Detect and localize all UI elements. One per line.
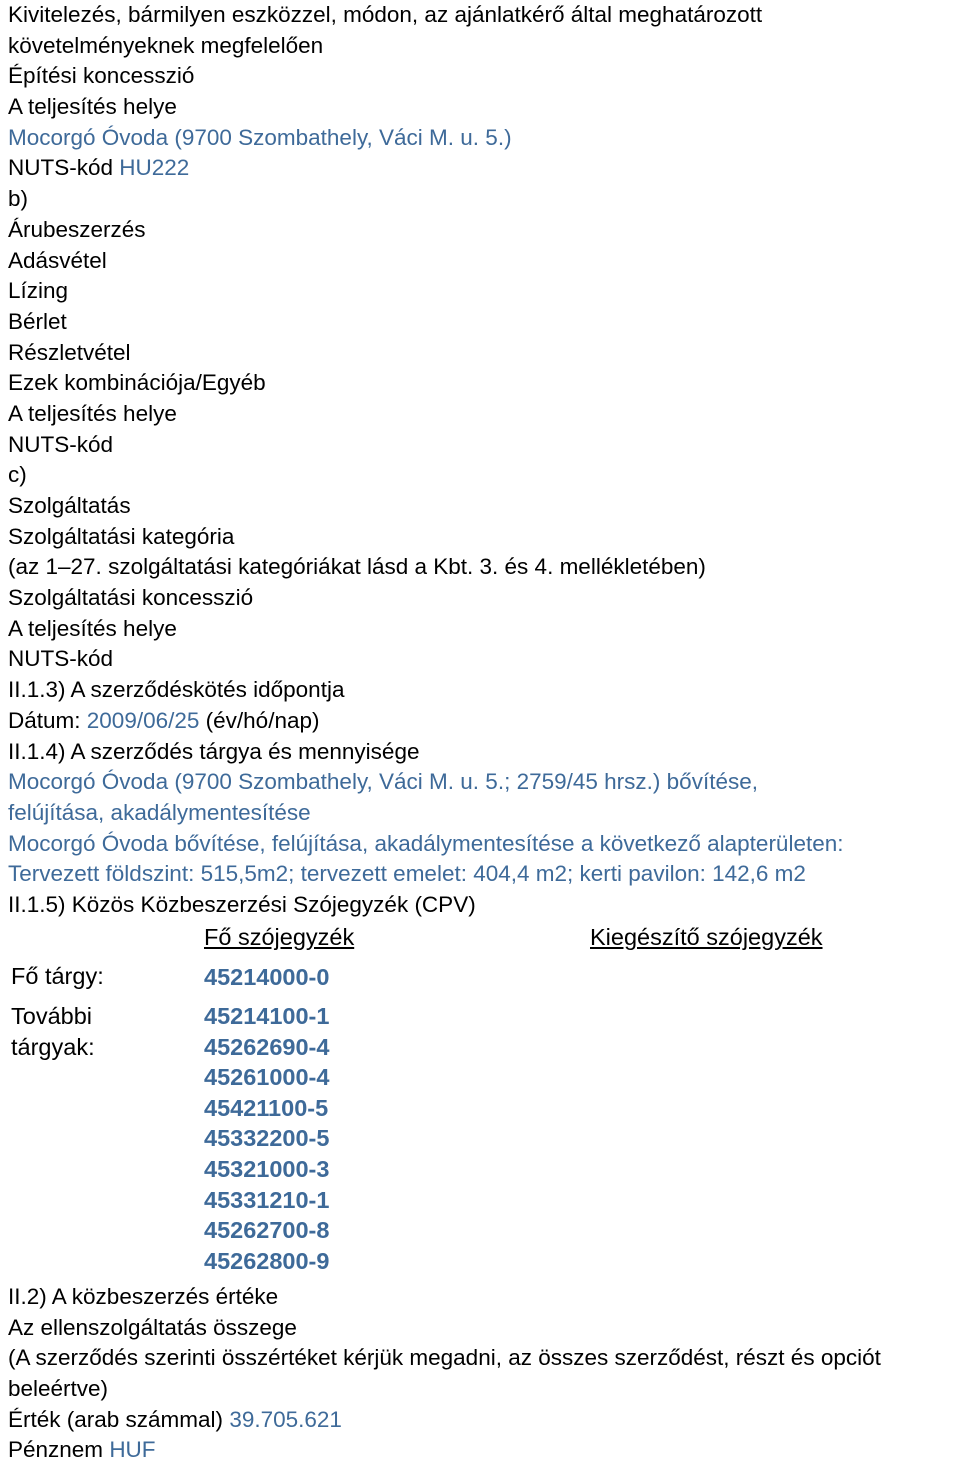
line-text: c) — [8, 462, 27, 488]
line-text: Adásvétel — [8, 247, 107, 273]
amount-value: 39.705.621 — [229, 1406, 342, 1432]
line-text: II.1.5) Közös Közbeszerzési Szójegyzék (CPV) — [8, 891, 476, 917]
line-text: b) — [8, 186, 29, 212]
line-text: Kivitelezés, bármilyen eszközzel, módon, az ajánlatkérő által meghatározott — [8, 2, 763, 27]
line-text: II.2) A közbeszerzés értéke — [8, 1284, 279, 1309]
currency-label: Pénznem — [8, 1437, 110, 1463]
text-line — [8, 430, 958, 461]
text-line — [8, 552, 958, 583]
amount-label: Érték (arab számmal) — [8, 1406, 230, 1432]
line-text: NUTS-kód — [8, 431, 114, 457]
section-heading — [8, 1282, 958, 1313]
text-line — [8, 399, 958, 430]
cpv-code: 45262700-8 — [204, 1217, 330, 1244]
nuts-label: NUTS-kód — [8, 155, 120, 181]
value-note — [8, 1343, 943, 1404]
cpv-code: 45262800-9 — [204, 1247, 330, 1274]
nuts-code-line — [8, 153, 958, 184]
main-object-label: Fő tárgy: — [11, 963, 104, 989]
cpv-code: 45214100-1 — [204, 1003, 330, 1029]
text-line — [8, 0, 958, 31]
line-text: felújítása, akadálymentesítése — [8, 799, 311, 825]
text-line — [8, 31, 958, 62]
performance-location — [8, 123, 958, 154]
currency-line — [8, 1435, 958, 1466]
document-body-top — [8, 0, 958, 921]
text-line — [8, 644, 958, 675]
line-text: (az 1–27. szolgáltatási kategóriákat lásd a Kbt. 3. és 4. mellékletében) — [8, 554, 706, 580]
cpv-code: 45262690-4 — [204, 1033, 330, 1060]
line-text: Szolgáltatási koncesszió — [8, 585, 254, 611]
cpv-code: 45332200-5 — [204, 1125, 330, 1152]
text-line — [8, 460, 958, 491]
line-text: Ezek kombinációja/Egyéb — [8, 370, 266, 396]
line-text: (A szerződés szerinti összértéket kérjük megadni, az összes szerződést, részt és opciót beleértve) — [8, 1345, 881, 1402]
additional-objects-label — [11, 1001, 95, 1063]
line-text: II.1.4) A szerződés tárgya és mennyisége — [8, 738, 420, 764]
cpv-code: 45331210-1 — [204, 1186, 330, 1213]
line-text: Részletvétel — [8, 339, 131, 365]
label-line: További — [11, 1003, 92, 1029]
line-text: Szolgáltatási kategória — [8, 523, 235, 549]
line-text: Árubeszerzés — [8, 216, 146, 242]
text-line — [8, 614, 958, 645]
line-text: Mocorgó Óvoda (9700 Szombathely, Váci M. u. 5.) — [8, 124, 512, 150]
subject-line — [8, 767, 958, 798]
line-text: II.1.3) A szerződéskötés időpontja — [8, 677, 345, 703]
line-text: Az ellenszolgáltatás összege — [8, 1314, 297, 1340]
line-text: Tervezett földszint: 515,5m2; tervezett emelet: 404,4 m2; kerti pavilon: 142,6 m2 — [8, 861, 806, 887]
subject-line — [8, 859, 958, 890]
additional-object-codes — [204, 1001, 329, 1276]
line-text: követelményeknek megfelelően — [8, 32, 324, 58]
contract-date-line — [8, 706, 958, 737]
section-heading — [8, 675, 958, 706]
document-page — [8, 0, 958, 1463]
line-text: Bérlet — [8, 308, 67, 334]
cpv-code: 45261000-4 — [204, 1064, 330, 1091]
line-text: Mocorgó Óvoda (9700 Szombathely, Váci M. u. 5.; 2759/45 hrsz.) bővítése, — [8, 769, 758, 795]
line-text: A teljesítés helye — [8, 400, 177, 426]
subject-line — [8, 829, 958, 860]
label-line: tárgyak: — [11, 1034, 95, 1060]
text-line — [8, 246, 958, 277]
supplementary-vocabulary-header: Kiegészítő szójegyzék — [590, 924, 823, 950]
text-line — [8, 368, 958, 399]
text-line — [8, 307, 958, 338]
amount-line — [8, 1405, 958, 1436]
subject-line — [8, 798, 958, 829]
text-line — [8, 522, 958, 553]
nuts-value: HU222 — [119, 155, 190, 181]
value-section — [8, 1282, 958, 1466]
text-line — [8, 491, 958, 522]
cpv-table-header — [8, 920, 958, 954]
line-text: Lízing — [8, 278, 69, 304]
text-line — [8, 1313, 958, 1344]
text-line — [8, 92, 958, 123]
line-text: A teljesítés helye — [8, 615, 177, 641]
text-line — [8, 338, 958, 369]
text-line — [8, 61, 958, 92]
line-text: A teljesítés helye — [8, 94, 177, 120]
main-vocabulary-header: Fő szójegyzék — [204, 924, 355, 950]
cpv-heading — [8, 890, 958, 921]
text-line — [8, 583, 958, 614]
text-line — [8, 276, 958, 307]
section-heading — [8, 737, 958, 768]
line-text: Szolgáltatás — [8, 493, 131, 518]
cpv-code: 45421100-5 — [204, 1094, 329, 1121]
text-line — [8, 184, 958, 215]
line-text: NUTS-kód — [8, 646, 114, 672]
line-text: Mocorgó Óvoda bővítése, felújítása, akadálymentesítése a következő alapterületen: — [8, 830, 844, 856]
cpv-code: 45321000-3 — [204, 1155, 330, 1182]
currency-value: HUF — [109, 1437, 156, 1463]
date-value: 2009/06/25 — [86, 707, 200, 733]
date-format: (év/hó/nap) — [199, 707, 320, 733]
main-object-code: 45214000-0 — [204, 964, 330, 990]
date-label: Dátum: — [8, 707, 87, 733]
line-text: Építési koncesszió — [8, 63, 195, 89]
text-line — [8, 215, 958, 246]
